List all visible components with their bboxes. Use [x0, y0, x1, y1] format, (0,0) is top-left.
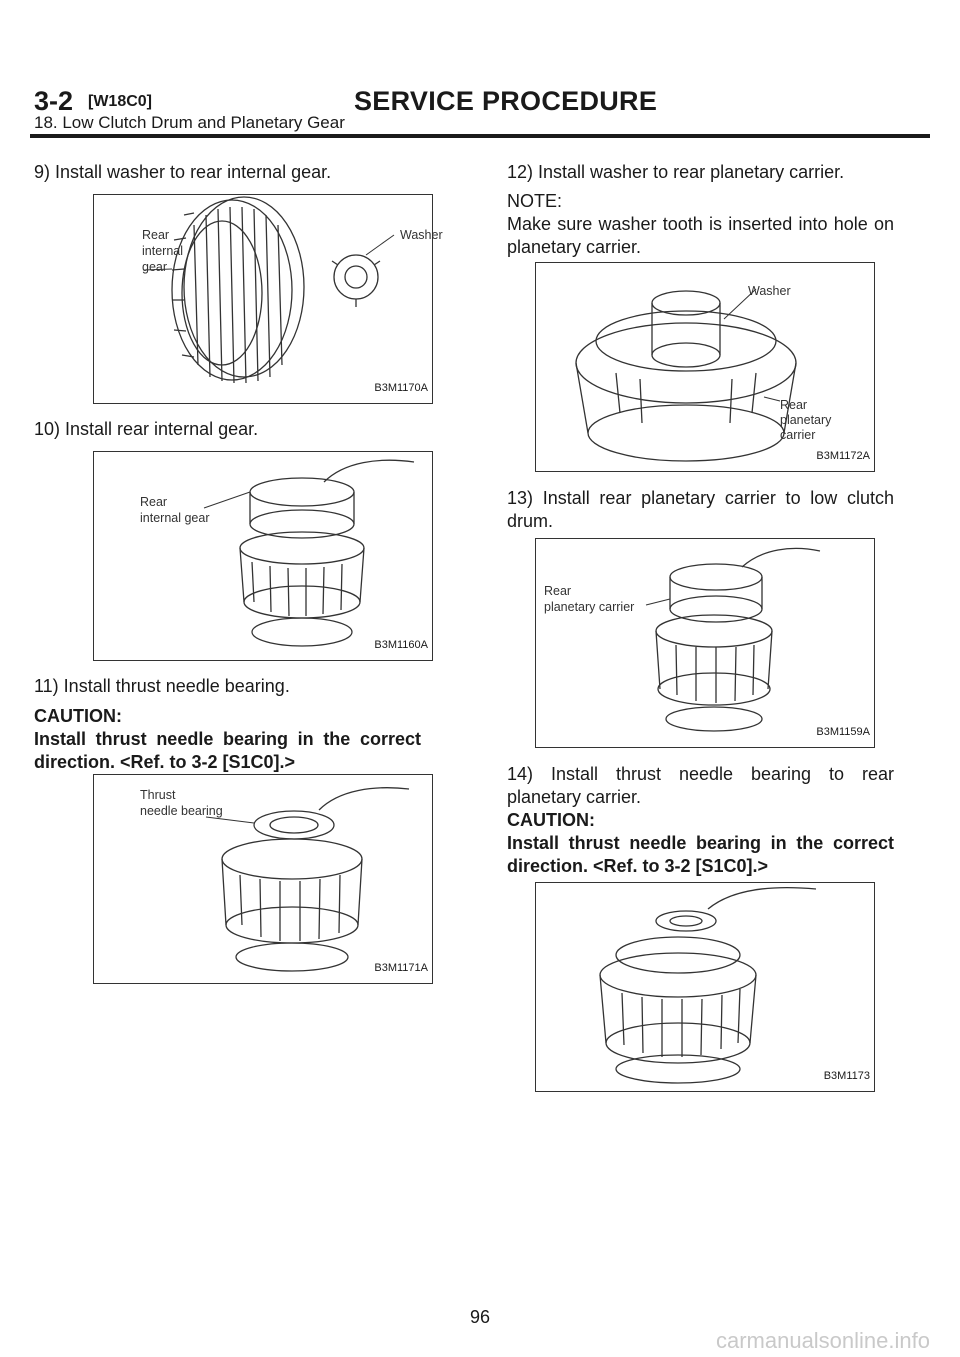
figure-washer-rear-internal-gear — [93, 194, 443, 404]
caution-text: Install thrust needle bearing in the correct direction. <Ref. to 3-2 [S1C0].> — [507, 833, 894, 876]
fig5-label-1: Rear — [544, 584, 572, 598]
figure-code: B3M1172A — [816, 450, 870, 462]
note-heading: NOTE: — [507, 191, 563, 211]
gear-install-illustration — [94, 452, 432, 660]
carrier-washer-illustration — [536, 263, 874, 471]
figure-washer-planetary-carrier — [535, 262, 875, 472]
watermark: carmanualsonline.info — [715, 1328, 930, 1353]
figure-planetary-carrier-install — [535, 538, 875, 748]
page-number: 96 — [469, 1307, 491, 1327]
fig4-label-4: carrier — [780, 428, 816, 442]
fig1-label-2: internal — [142, 244, 183, 258]
fig1-label-4: Washer — [400, 228, 443, 242]
figure-code: B3M1160A — [374, 639, 428, 651]
figure-code: B3M1159A — [816, 726, 870, 738]
caution-heading: CAUTION: — [507, 810, 595, 830]
fig2-label-1: Rear — [140, 495, 168, 509]
fig4-label-1: Washer — [748, 284, 791, 298]
fig3-label-1: Thrust — [140, 788, 176, 802]
step-10: 10) Install rear internal gear. — [34, 419, 259, 439]
gear-washer-illustration — [94, 195, 443, 403]
caution-heading: CAUTION: — [34, 706, 122, 726]
caution-text: Install thrust needle bearing in the correct direction. <Ref. to 3-2 [S1C0].> — [34, 729, 421, 772]
figure-code: B3M1171A — [374, 962, 428, 974]
fig1-label-3: gear — [142, 260, 168, 274]
step-11: 11) Install thrust needle bearing. — [34, 676, 290, 696]
section-ref: [W18C0] — [88, 93, 153, 110]
section-code: 3-2 — [34, 86, 74, 116]
fig2-label-2: internal gear — [140, 511, 210, 525]
step-14: 14) Install thrust needle bearing to rear planetary carrier. — [507, 764, 894, 807]
figure-code: B3M1173 — [823, 1070, 870, 1082]
figure-rear-internal-gear — [93, 451, 433, 661]
figure-code: B3M1170A — [374, 382, 428, 394]
page-subtitle: 18. Low Clutch Drum and Planetary Gear — [34, 113, 345, 132]
figure-thrust-bearing-carrier — [535, 882, 875, 1092]
carrier-install-illustration — [536, 539, 874, 747]
fig3-label-2: needle bearing — [140, 804, 223, 818]
fig5-label-2: planetary carrier — [544, 600, 635, 614]
step-12: 12) Install washer to rear planetary carrier. — [507, 162, 845, 182]
fig1-label-1: Rear — [142, 228, 170, 242]
fig4-label-3: planetary — [780, 413, 832, 427]
bearing-carrier-illustration — [536, 883, 874, 1091]
figure-thrust-needle-bearing — [93, 774, 433, 984]
step-9: 9) Install washer to rear internal gear. — [34, 162, 332, 182]
bearing-install-illustration — [94, 775, 432, 983]
note-text: Make sure washer tooth is inserted into hole on planetary carrier. — [507, 214, 894, 257]
page-title: SERVICE PROCEDURE — [354, 86, 658, 116]
fig4-label-2: Rear — [780, 398, 808, 412]
step-13: 13) Install rear planetary carrier to low clutch drum. — [507, 488, 894, 531]
header-rule — [30, 134, 930, 138]
